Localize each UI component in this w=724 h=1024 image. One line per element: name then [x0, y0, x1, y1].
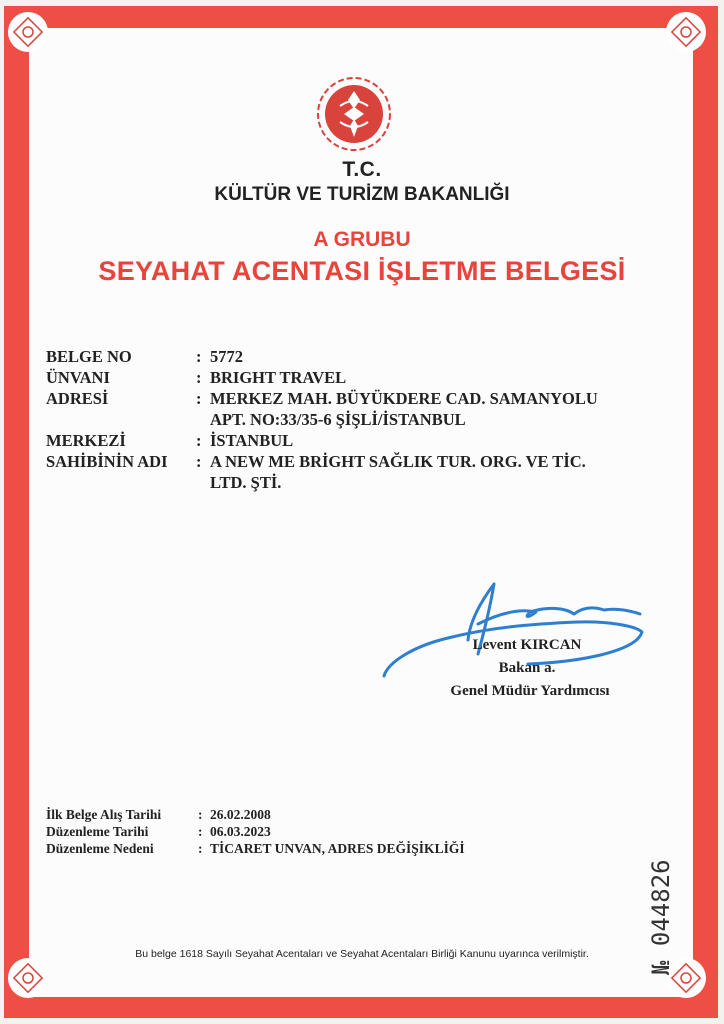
- field-row-adresi: ADRESİ : MERKEZ MAH. BÜYÜKDERE CAD. SAMANYOLU APT. NO:33/35-6 ŞİŞLİ/İSTANBUL: [46, 388, 650, 430]
- ministry-emblem-icon: [314, 74, 394, 154]
- field-row-sahibinin-adi: SAHİBİNİN ADI : A NEW ME BRİGHT SAĞLIK TUR. ORG. VE TİC. LTD. ŞTİ.: [46, 451, 650, 493]
- field-value: A NEW ME BRİGHT SAĞLIK TUR. ORG. VE TİC.: [210, 452, 586, 471]
- date-label: Düzenleme Nedeni: [46, 841, 154, 856]
- group-heading: A GRUBU: [313, 228, 411, 251]
- signatory-name: Levent KIRCAN: [472, 637, 582, 653]
- signatory-title: Genel Müdür Yardımcısı: [450, 683, 610, 699]
- field-label: BELGE NO: [46, 347, 132, 366]
- field-value-continued: LTD. ŞTİ.: [210, 473, 282, 492]
- date-row: Düzenleme Nedeni : TİCARET UNVAN, ADRES DEĞİŞİKLİĞİ: [46, 841, 465, 856]
- field-label: ADRESİ: [46, 389, 109, 408]
- field-row-belge-no: BELGE NO : 5772: [46, 346, 650, 367]
- field-value-continued: APT. NO:33/35-6 ŞİŞLİ/İSTANBUL: [210, 410, 466, 429]
- certificate-fields: [46, 346, 650, 493]
- tc-heading: T.C.: [342, 158, 382, 181]
- field-label: MERKEZİ: [46, 431, 126, 450]
- date-label: Düzenleme Tarihi: [46, 824, 149, 839]
- serial-number: № 044826: [647, 859, 675, 975]
- signatory-role: Bakan a.: [498, 660, 556, 676]
- field-value: İSTANBUL: [210, 431, 294, 450]
- ministry-heading: KÜLTÜR VE TURİZM BAKANLIĞI: [214, 184, 510, 205]
- date-row: Düzenleme Tarihi : 06.03.2023: [46, 824, 271, 839]
- date-value: 06.03.2023: [210, 824, 271, 839]
- field-value: 5772: [210, 347, 243, 366]
- date-value: 26.02.2008: [210, 807, 271, 822]
- date-info: [46, 806, 465, 857]
- field-value: MERKEZ MAH. BÜYÜKDERE CAD. SAMANYOLU: [210, 389, 598, 408]
- certificate-title: SEYAHAT ACENTASI İŞLETME BELGESİ: [98, 256, 626, 286]
- corner-ornament-bottom-left: [5, 955, 51, 1001]
- date-label: İlk Belge Alış Tarihi: [46, 807, 162, 822]
- date-value: TİCARET UNVAN, ADRES DEĞİŞİKLİĞİ: [210, 841, 465, 856]
- field-label: ÜNVANI: [46, 368, 110, 387]
- field-row-unvani: ÜNVANI : BRIGHT TRAVEL: [46, 367, 650, 388]
- field-row-merkezi: MERKEZİ : İSTANBUL: [46, 430, 650, 451]
- corner-ornament-top-left: [5, 9, 51, 55]
- legal-footer: Bu belge 1618 Sayılı Seyahat Acentaları ve Seyahat Acentaları Birliği Kanunu uyarınca verilmiştir.: [135, 948, 589, 960]
- corner-ornament-top-right: [663, 9, 709, 55]
- field-value: BRIGHT TRAVEL: [210, 368, 347, 387]
- field-label: SAHİBİNİN ADI: [46, 452, 168, 471]
- date-row: İlk Belge Alış Tarihi : 26.02.2008: [46, 807, 271, 822]
